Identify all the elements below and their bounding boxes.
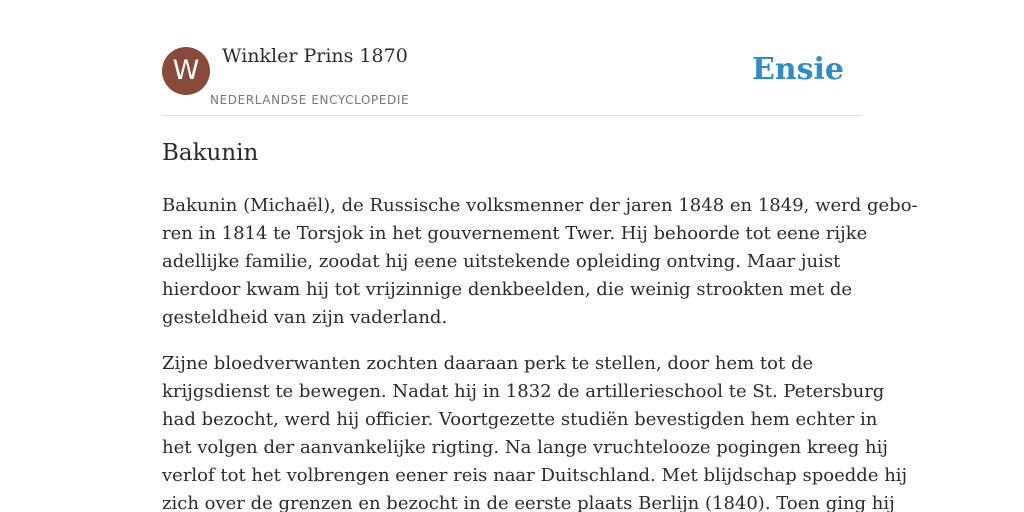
source-subtitle: NEDERLANDSE ENCYCLOPEDIE: [210, 93, 410, 107]
text-line: adellijke familie, zoodat hij eene uitstekende opleiding ontving. Maar juist: [162, 251, 841, 272]
paragraph: [162, 350, 908, 512]
text-line: zich over de grenzen en bezocht in de eerste plaats Berlijn (1840). Toen ging hij: [162, 493, 895, 512]
text-line: had bezocht, werd hij officier. Voortgezette studiën bevestigden hem echter in: [162, 409, 878, 430]
text-line: ren in 1814 te Torsjok in het gouvernement Twer. Hij behoorde tot eene rijke: [162, 223, 868, 244]
text-line: gesteldheid van zijn vaderland.: [162, 307, 448, 328]
page: [162, 0, 918, 512]
text-line: het volgen der aanvankelijke rigting. Na lange vruchtelooze pogingen kreeg hij: [162, 437, 888, 458]
source-avatar[interactable]: W: [162, 47, 210, 95]
text-line: Bakunin (Michaël), de Russische volksmenner der jaren 1848 en 1849, werd gebo-: [162, 195, 918, 216]
header-divider: [162, 115, 862, 116]
article-title: Bakunin: [162, 140, 259, 166]
ensie-logo[interactable]: Ensie: [751, 52, 844, 87]
text-line: krijgsdienst te bewegen. Nadat hij in 1832 de artillerieschool te St. Petersburg: [162, 381, 885, 402]
article-body: [162, 192, 918, 512]
source-title[interactable]: Winkler Prins 1870: [222, 45, 408, 67]
text-line: hierdoor kwam hij tot vrijzinnige denkbeelden, die weinig strookten met de: [162, 279, 853, 300]
paragraph: [162, 192, 918, 332]
text-line: Zijne bloedverwanten zochten daaraan perk te stellen, door hem tot de: [162, 353, 814, 374]
text-line: verlof tot het volbrengen eener reis naar Duitschland. Met blijdschap spoedde hij: [162, 465, 908, 486]
